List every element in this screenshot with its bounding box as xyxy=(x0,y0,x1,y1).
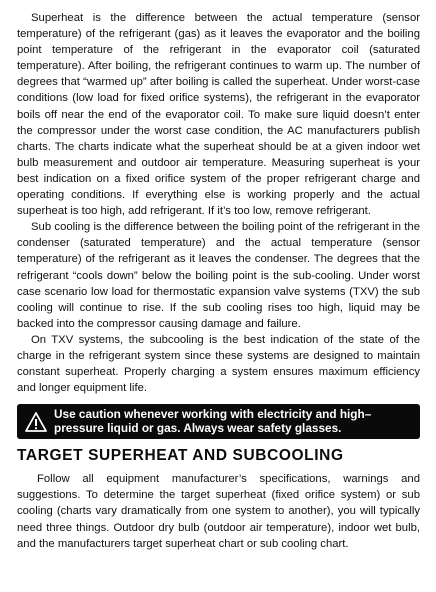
section-heading: TARGET SUPERHEAT AND SUBCOOLING xyxy=(17,447,344,465)
txv-paragraph: On TXV systems, the subcooling is the best indication of the state of the charge in the refrigerant system since these systems are designed to maintain constant superheat. Properly charging a system ensures maximum efficiency and longer equipment life. xyxy=(17,333,420,395)
target-paragraph: Follow all equipment manufacturer’s specifications, warnings and suggestions. To determine the target superheat (fixed orifice system) or sub cooling (charts vary dramatically from one system to another), you will typically need three things. Outdoor dry bulb (outdoor air temperature), indoor wet bulb, and the manufacturers target superheat chart or sub cooling chart. xyxy=(17,473,420,550)
warning-triangle-icon xyxy=(25,411,47,433)
safety-warning-banner xyxy=(17,404,420,439)
subcooling-paragraph: Sub cooling is the difference between the boiling point of the refrigerant in the condenser (saturated temperature) and the actual temperature (sensor temperature) of the refrigerant as it leaves the condenser. The degrees that the refrigerant “cools down” below the boiling point is the sub-cooling. Under worst case scenario low load for thermostatic expansion valve systems (TXV) the sub cooling will continue to rise. If the sub cooling rises too high, liquid may be backed into the compressor causing damage and failure. xyxy=(17,221,420,330)
warning-text: Use caution whenever working with electricity and high–pressure liquid or gas. Always wear safety glasses. xyxy=(54,407,372,435)
superheat-paragraph: Superheat is the difference between the actual temperature (sensor temperature) of the refrigerant (gas) as it leaves the evaporator and the boiling point temperature of the refrigerant in the evaporator coil (saturated temperature). After boiling, the refrigerant continues to warm up. The number of degrees that “warmed up” after boiling is called the superheat. Under worst-case conditions (low load for fixed orifice systems), the refrigerant in the evaporator boils off near the end of the evaporator coil. To make sure liquid doesn’t enter the compressor under the worst case condition, the AC manufacturers publish charts. The charts indicate what the superheat should be at a given indoor wet bulb measurement and outdoor air temperature. Measuring superheat is your best indication on a fixed orifice system of the proper refrigerant charge and operating conditions. If everything else is working properly and the actual superheat is too high, add refrigerant. If it’s too low, remove refrigerant. xyxy=(17,12,420,218)
